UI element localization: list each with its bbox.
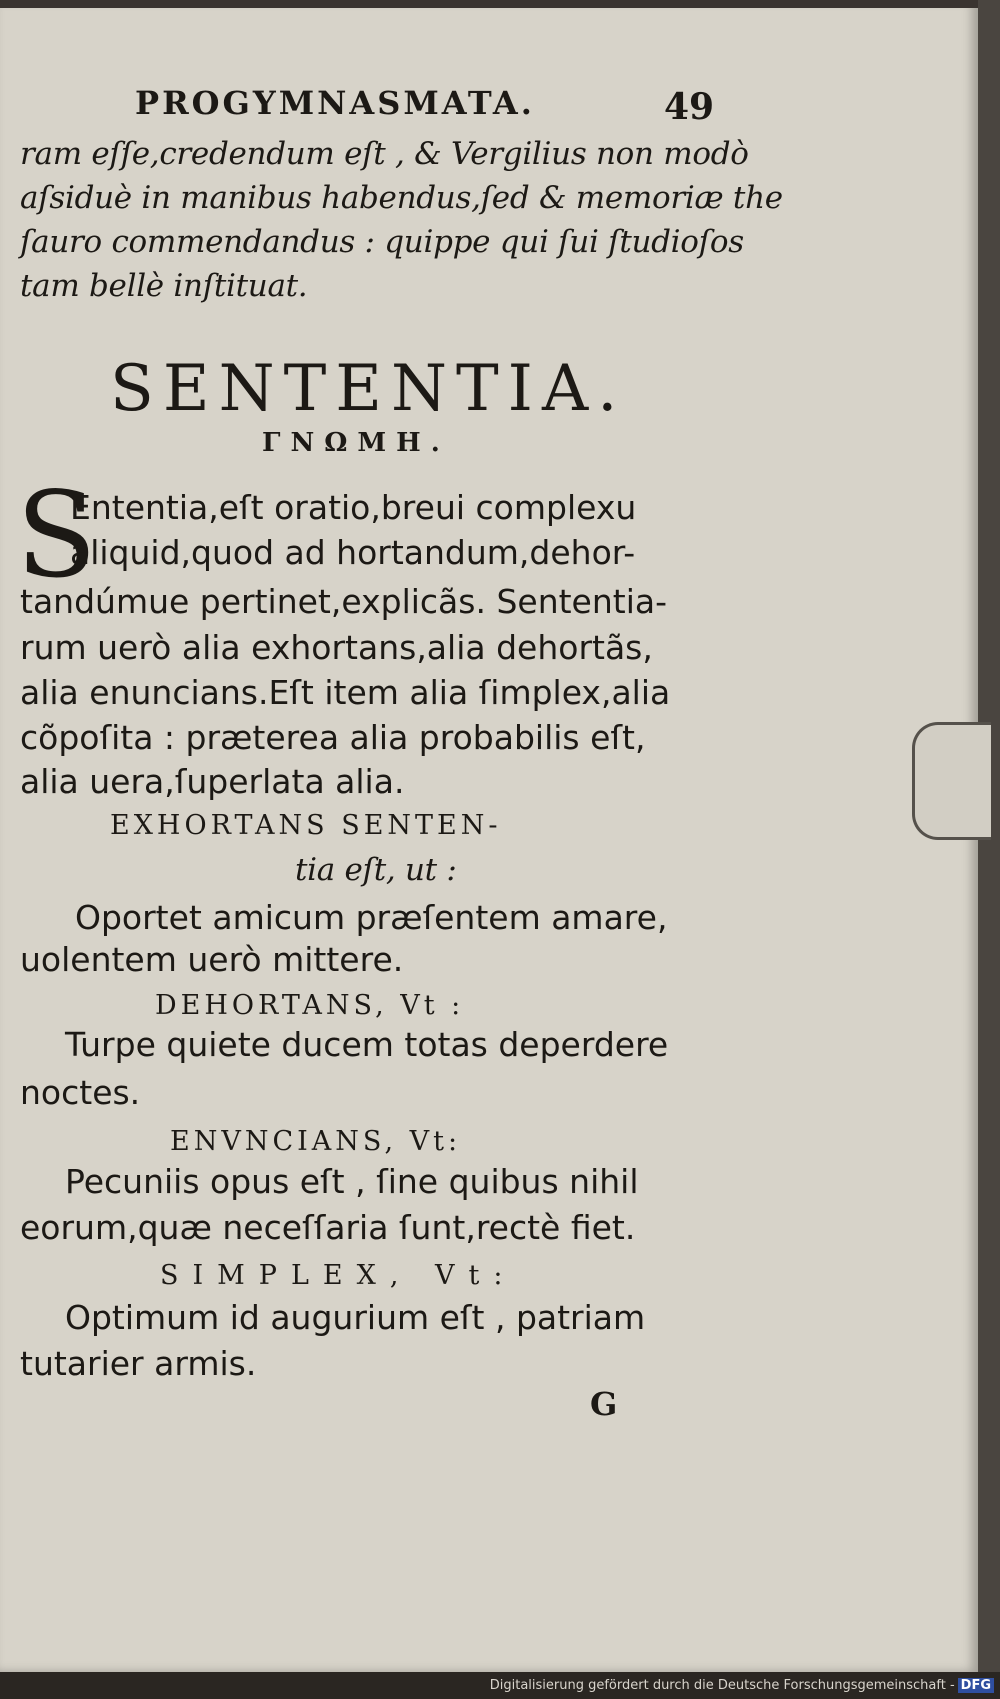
simplex-example: Optimum id augurium eſt , patriam xyxy=(65,1298,646,1337)
definition-line: alia uera,ſuperlata alia. xyxy=(20,762,405,801)
definition-line: alia enuncians.Eſt item alia ſimplex,alia xyxy=(20,673,671,712)
credit-text: Digitalisierung gefördert durch die Deutsche Forschungsgemeinschaft - xyxy=(489,1678,955,1693)
dehortans-example: Turpe quiete ducem totas deperdere xyxy=(65,1025,669,1064)
definition-line: tandúmue pertinet,explicãs. Sententia- xyxy=(20,582,667,621)
exhortans-example: uolentem uerò mittere. xyxy=(20,940,404,979)
definition-line: Ententia,eſt oratio,breui complexu xyxy=(70,488,637,527)
exhortans-subheading: tia eſt, ut : xyxy=(295,852,457,888)
intro-line: ſauro commendandus : quippe qui ſui ſtudioſos xyxy=(20,224,744,260)
exhortans-heading: EXHORTANS SENTEN- xyxy=(110,810,502,841)
section-greek-title: ΓΝΩΜΗ. xyxy=(262,428,450,458)
enuncians-heading: ENVNCIANS, Vt: xyxy=(170,1126,462,1157)
signature-mark: G xyxy=(590,1385,618,1423)
simplex-heading: SIMPLEX, Vt: xyxy=(160,1260,517,1291)
definition-line: rum uerò alia exhortans,alia dehortãs, xyxy=(20,628,653,667)
enuncians-example: Pecuniis opus eſt , ſine quibus nihil xyxy=(65,1162,639,1201)
definition-line: cõpoſita : præterea alia probabilis eſt, xyxy=(20,718,646,757)
dehortans-heading: DEHORTANS, Vt : xyxy=(155,990,465,1021)
dehortans-example: noctes. xyxy=(20,1073,141,1112)
exhortans-example: Oportet amicum præſentem amare, xyxy=(75,898,668,937)
dfg-logo: DFG xyxy=(958,1678,994,1693)
intro-line: ram eſſe,credendum eſt , & Vergilius non modò xyxy=(20,136,749,172)
simplex-example: tutarier armis. xyxy=(20,1344,257,1383)
section-title: SENTENTIA. xyxy=(110,352,627,426)
page-number: 49 xyxy=(664,86,715,128)
running-header: PROGYMNASMATA. xyxy=(135,84,535,122)
page-clip-tab xyxy=(912,722,991,840)
page-top-edge xyxy=(0,0,978,8)
definition-line: aliquid,quod ad hortandum,dehor- xyxy=(70,533,636,572)
intro-line: tam bellè inſtituat. xyxy=(20,268,308,304)
intro-line: aſsiduè in manibus habendus,ſed & memoriæ the xyxy=(20,180,783,216)
drop-cap: S xyxy=(16,466,97,604)
enuncians-example: eorum,quæ neceſſaria ſunt,rectè fiet. xyxy=(20,1208,636,1247)
digitization-credit xyxy=(490,1678,994,1693)
